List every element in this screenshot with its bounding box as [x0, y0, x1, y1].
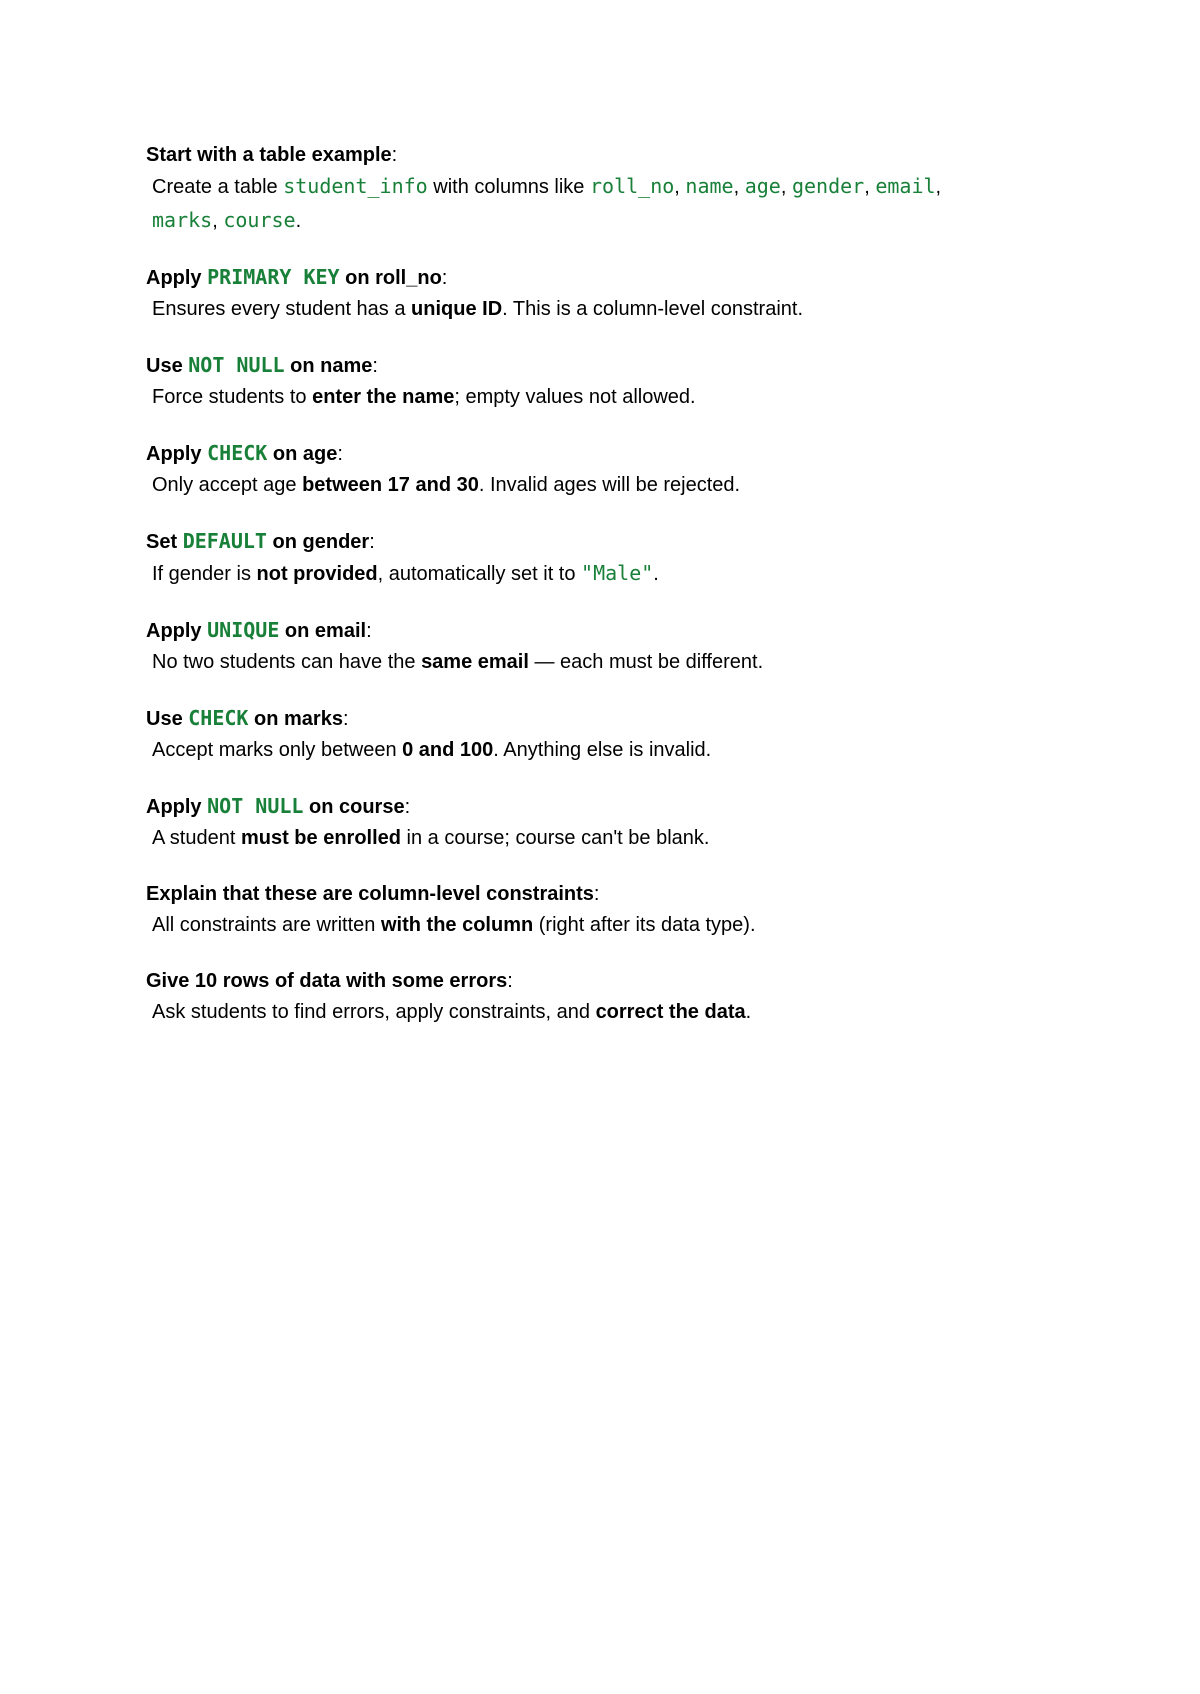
heading-colon: : — [593, 883, 600, 905]
section-heading — [146, 438, 1066, 469]
heading-colon: : — [369, 531, 375, 553]
section-heading — [146, 350, 1066, 381]
heading-text: on roll_no — [339, 267, 442, 289]
section-table-example — [146, 140, 1066, 238]
section-check-marks — [146, 703, 1066, 767]
desc-text: with columns like — [427, 176, 590, 198]
heading-text: Apply — [146, 620, 208, 642]
desc-text: All constraints are written — [152, 914, 381, 936]
code-constraint: DEFAULT — [182, 529, 267, 553]
desc-text: Ensures every student has a — [152, 298, 412, 320]
section-description — [146, 822, 1066, 855]
separator: , — [733, 176, 745, 198]
section-unique-email — [146, 615, 1066, 679]
code-constraint: CHECK — [188, 706, 249, 730]
code-column-marks: marks — [152, 208, 213, 232]
heading-colon: : — [342, 708, 349, 730]
heading-text: on email — [279, 620, 367, 642]
section-description — [146, 557, 1066, 591]
section-heading — [146, 966, 1066, 996]
desc-bold: not provided — [256, 563, 378, 585]
desc-bold: must be enrolled — [240, 827, 401, 849]
heading-colon: : — [337, 443, 343, 465]
desc-text: Ask students to find errors, apply constraints, and — [152, 1001, 596, 1023]
desc-text: If gender is — [152, 563, 257, 585]
section-column-level-explain — [146, 879, 1066, 942]
period: . — [653, 563, 659, 585]
heading-colon: : — [391, 144, 398, 166]
section-description — [146, 469, 1066, 502]
heading-text: Use — [146, 355, 189, 377]
code-constraint: CHECK — [207, 441, 268, 465]
heading-bold-text: Give 10 rows of data with some errors — [146, 970, 508, 992]
desc-bold: with the column — [380, 914, 534, 936]
section-default-gender — [146, 526, 1066, 591]
section-sample-data — [146, 966, 1066, 1029]
code-default-value: "Male" — [581, 561, 654, 585]
separator: , — [674, 176, 686, 198]
code-constraint: NOT NULL — [207, 794, 304, 818]
desc-text: , automatically set it to — [377, 563, 582, 585]
heading-text: on age — [267, 443, 338, 465]
section-heading — [146, 262, 1066, 293]
desc-text: (right after its data type). — [533, 914, 756, 936]
code-constraint: NOT NULL — [188, 353, 285, 377]
section-heading — [146, 140, 1066, 170]
section-heading — [146, 791, 1066, 822]
heading-colon: : — [507, 970, 513, 992]
desc-text: Only accept age — [152, 474, 303, 496]
section-description — [146, 734, 1066, 767]
heading-text: on marks — [248, 708, 343, 730]
heading-colon: : — [441, 267, 448, 289]
desc-text: . Invalid ages will be rejected. — [478, 474, 741, 496]
code-column-roll-no: roll_no — [589, 174, 675, 198]
heading-colon: : — [366, 620, 372, 642]
desc-text: Force students to — [152, 386, 313, 408]
desc-text: ; empty values not allowed. — [454, 386, 696, 408]
desc-bold: enter the name — [312, 386, 455, 408]
separator: , — [864, 176, 876, 198]
heading-text: Set — [146, 531, 183, 553]
heading-text: on name — [284, 355, 373, 377]
heading-text: Apply — [146, 267, 208, 289]
section-heading — [146, 703, 1066, 734]
code-column-age: age — [744, 174, 781, 198]
desc-text: . — [745, 1001, 752, 1023]
code-table-name: student_info — [283, 174, 428, 198]
desc-text: . Anything else is invalid. — [493, 739, 712, 761]
section-description — [146, 909, 1066, 942]
document-page — [146, 140, 1066, 1053]
desc-text: Create a table — [152, 176, 284, 198]
heading-text: Use — [146, 708, 189, 730]
desc-bold: unique ID — [411, 298, 503, 320]
section-description — [146, 170, 1066, 238]
heading-bold-text: Explain that these are column-level constraints — [146, 883, 594, 905]
desc-text: A student — [152, 827, 241, 849]
desc-bold: correct the data — [595, 1001, 746, 1023]
heading-text: Apply — [146, 443, 208, 465]
desc-text: — each must be different. — [528, 651, 764, 673]
heading-text: Apply — [146, 796, 208, 818]
heading-text: on gender — [266, 531, 370, 553]
separator: , — [935, 176, 942, 198]
desc-text: No two students can have the — [152, 651, 422, 673]
section-description — [146, 646, 1066, 679]
heading-colon: : — [372, 355, 378, 377]
section-heading — [146, 615, 1066, 646]
separator: , — [780, 176, 792, 198]
code-column-course: course — [223, 208, 296, 232]
section-heading — [146, 526, 1066, 557]
code-constraint: UNIQUE — [207, 618, 280, 642]
section-description — [146, 293, 1066, 326]
desc-bold: between 17 and 30 — [302, 474, 479, 496]
section-not-null-course — [146, 791, 1066, 855]
desc-bold: 0 and 100 — [402, 739, 494, 761]
section-heading — [146, 879, 1066, 909]
section-check-age — [146, 438, 1066, 502]
code-column-email: email — [875, 174, 936, 198]
desc-text: Accept marks only between — [152, 739, 403, 761]
section-primary-key — [146, 262, 1066, 326]
section-not-null-name — [146, 350, 1066, 414]
section-description — [146, 381, 1066, 414]
section-description — [146, 996, 1066, 1029]
heading-colon: : — [404, 796, 411, 818]
desc-text: . This is a column-level constraint. — [502, 298, 804, 320]
separator: , — [212, 210, 224, 232]
heading-bold-text: Start with a table example — [146, 144, 392, 166]
heading-text: on course — [303, 796, 405, 818]
code-column-gender: gender — [791, 174, 865, 198]
desc-text: in a course; course can't be blank. — [401, 827, 710, 849]
period: . — [295, 210, 302, 232]
code-constraint: PRIMARY KEY — [207, 265, 340, 289]
code-column-name: name — [685, 174, 734, 198]
desc-bold: same email — [421, 651, 529, 673]
